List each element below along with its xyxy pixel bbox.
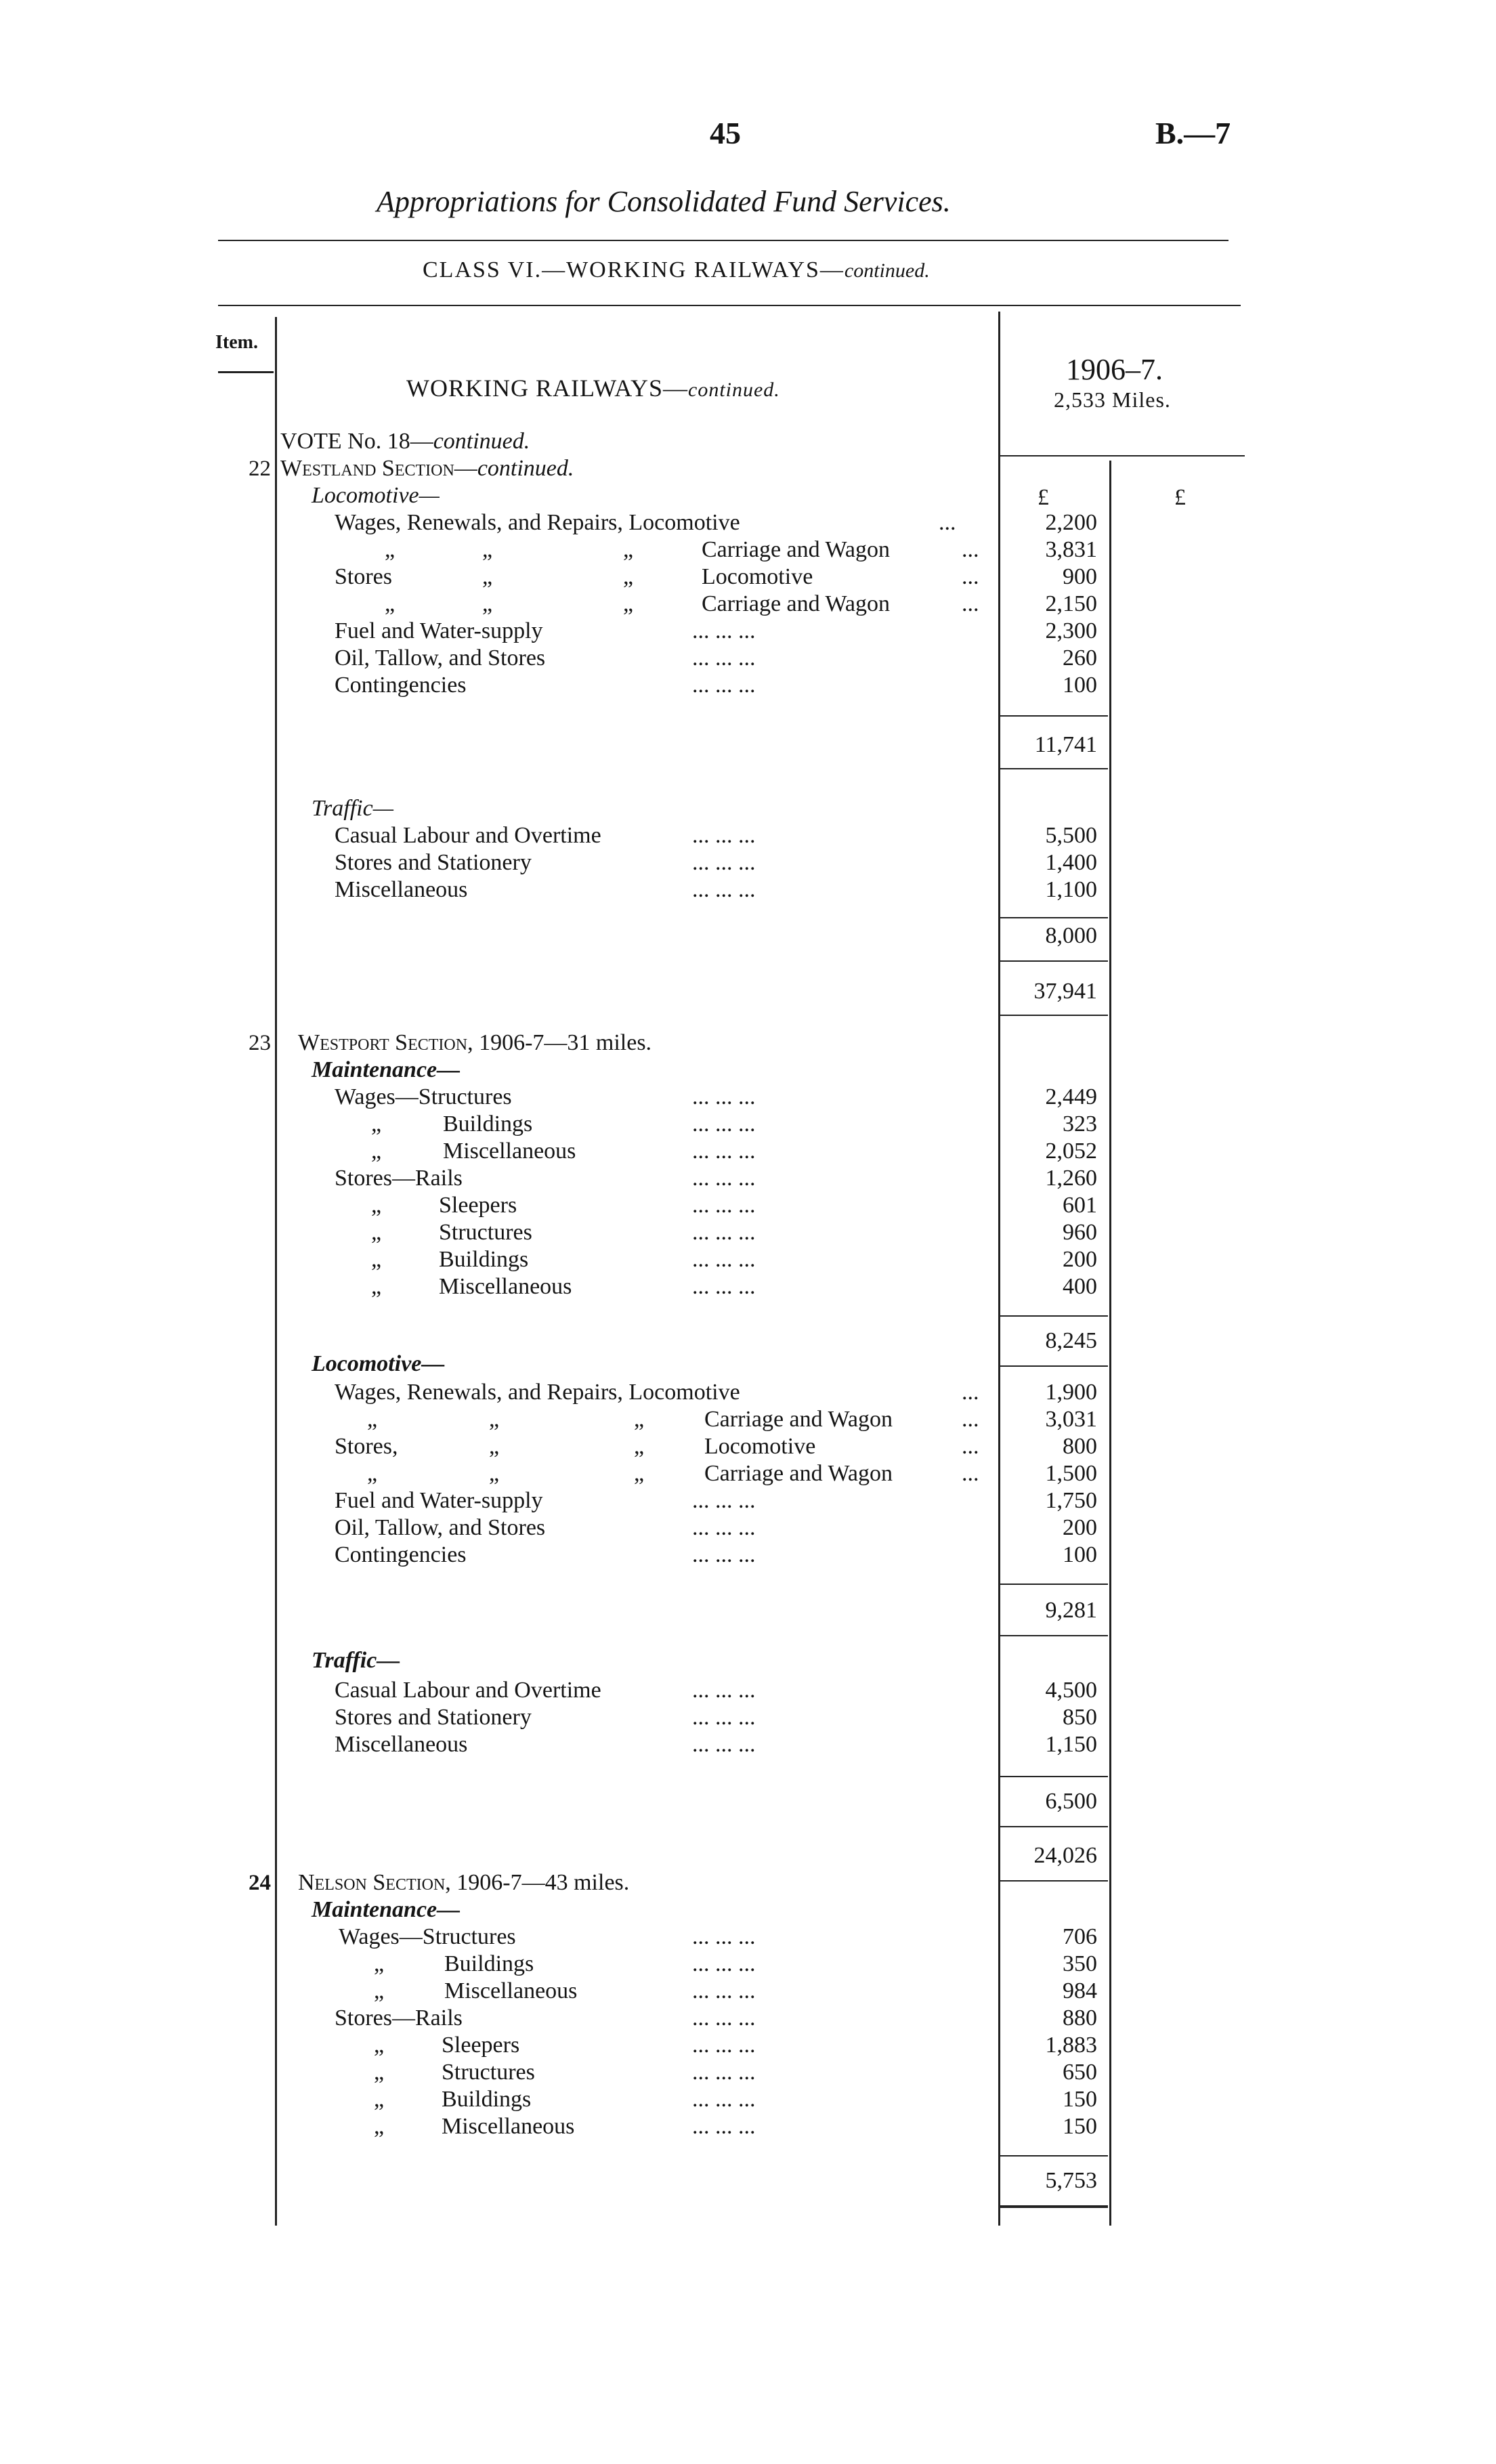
table-row: „ Miscellaneous ... ... ... 2,052 [371, 1139, 1097, 1164]
table-row: Oil, Tallow, and Stores ... ... ... 260 [335, 645, 1097, 671]
currency-symbol-2: £ [1174, 485, 1186, 510]
table-row: „ Miscellaneous ... ... ... 150 [374, 2114, 1097, 2139]
class-rule [218, 305, 1241, 306]
subtotal-rule [1000, 768, 1108, 769]
section-total-row: 37,941 [1033, 979, 1097, 1004]
subtotal-rule [1000, 1635, 1108, 1636]
table-row: Oil, Tallow, and Stores ... ... ... 200 [335, 1515, 1097, 1540]
table-row: „ Buildings ... ... ... 150 [374, 2087, 1097, 2112]
table-row: Contingencies ... ... ... 100 [335, 673, 1097, 698]
table-row: „ „ „ Carriage and Wagon ... 1,500 [367, 1461, 1097, 1486]
year-header: 1906–7. [1066, 353, 1163, 386]
table-row: „ „ „ Carriage and Wagon ... 3,831 [385, 537, 1097, 562]
table-row: Miscellaneous ... ... ... 1,100 [335, 877, 1097, 902]
subtotal-row: 6,500 [1045, 1789, 1097, 1814]
subtotal-row: 11,741 [1034, 732, 1097, 757]
miles-header: 2,533 Miles. [1054, 387, 1171, 412]
class-heading: CLASS VI.—WORKING RAILWAYS—continued. [423, 257, 930, 282]
table-row: Stores—Rails ... ... ... 1,260 [335, 1166, 1097, 1191]
subtotal-row: 5,753 [1045, 2168, 1097, 2193]
page-title: Appropriations for Consolidated Fund Services. [377, 185, 951, 218]
table-row: Wages, Renewals, and Repairs, Locomotive ... 1,900 [335, 1380, 1097, 1405]
table-row: Stores „ „ Locomotive ... 900 [335, 564, 1097, 589]
table-row: „ Buildings ... ... ... 350 [374, 1951, 1097, 1976]
nelson-maintenance-heading: Maintenance— [312, 1897, 461, 1922]
table-row: Stores, „ „ Locomotive ... 800 [335, 1434, 1097, 1459]
table-row: Wages—Structures ... ... ... 2,449 [335, 1084, 1097, 1109]
title-rule [218, 240, 1228, 241]
westland-traffic-heading: Traffic— [312, 796, 393, 821]
table-row: Wages, Renewals, and Repairs, Locomotive ... 2,200 [335, 510, 1097, 535]
page-reference: B.—7 [1155, 116, 1231, 150]
subtotal-rule [1000, 1315, 1108, 1317]
currency-symbol-1: £ [1038, 485, 1049, 510]
nelson-section-heading: 24 Nelson Section, 1906-7—43 miles. [249, 1870, 630, 1895]
subtotal-row: 8,245 [1045, 1328, 1097, 1353]
westland-loco-heading: Locomotive— [312, 483, 440, 508]
subtotal-rule [1000, 1826, 1108, 1827]
item-header-rule [218, 371, 274, 373]
table-row: „ „ „ Carriage and Wagon ... 3,031 [367, 1407, 1097, 1432]
westport-traffic-heading: Traffic— [312, 1648, 400, 1673]
table-row: „ Sleepers ... ... ... 1,883 [374, 2033, 1097, 2058]
westland-section-heading: 22 Westland Section—continued. [249, 456, 574, 481]
table-row: „ Sleepers ... ... ... 601 [371, 1193, 1097, 1218]
table-row: Wages—Structures ... ... ... 706 [339, 1924, 1097, 1949]
table-heading: WORKING RAILWAYS—continued. [406, 375, 780, 402]
subtotal-rule [1000, 2155, 1108, 2157]
table-row: Casual Labour and Overtime ... ... ... 4,500 [335, 1678, 1097, 1703]
subtotal-rule [1000, 960, 1108, 962]
table-row: „ „ „ Carriage and Wagon ... 2,150 [385, 591, 1097, 616]
table-row: „ Buildings ... ... ... 200 [371, 1247, 1097, 1272]
section-total-row: 24,026 [1033, 1843, 1097, 1868]
subtotal-row: 8,000 [1045, 923, 1097, 948]
westport-section-heading: 23 Westport Section, 1906-7—31 miles. [249, 1030, 652, 1055]
subtotal-rule [1000, 1776, 1108, 1777]
table-row: Stores and Stationery ... ... ... 1,400 [335, 850, 1097, 875]
table-row: „ Miscellaneous ... ... ... 400 [371, 1274, 1097, 1299]
table-row: Stores—Rails ... ... ... 880 [335, 2005, 1097, 2031]
subtotal-rule [1000, 1584, 1108, 1585]
table-row: Fuel and Water-supply ... ... ... 2,300 [335, 618, 1097, 643]
table-row: „ Buildings ... ... ... 323 [371, 1111, 1097, 1137]
section-total-rule [1000, 1015, 1108, 1016]
table-row: Miscellaneous ... ... ... 1,150 [335, 1732, 1097, 1757]
subtotal-rule [1000, 917, 1108, 918]
table-row: Fuel and Water-supply ... ... ... 1,750 [335, 1488, 1097, 1513]
item-column-header: Item. [215, 332, 258, 353]
subtotal-rule [1000, 715, 1108, 717]
table-row: „ Miscellaneous ... ... ... 984 [374, 1978, 1097, 2003]
subtotal-rule [1000, 2205, 1108, 2208]
page-number: 45 [710, 116, 741, 150]
westport-maintenance-heading: Maintenance— [312, 1057, 461, 1082]
table-row: „ Structures ... ... ... 960 [371, 1220, 1097, 1245]
table-row: Contingencies ... ... ... 100 [335, 1542, 1097, 1567]
table-row: Casual Labour and Overtime ... ... ... 5,500 [335, 823, 1097, 848]
vote-heading: VOTE No. 18—continued. [280, 429, 530, 454]
westport-loco-heading: Locomotive— [312, 1351, 445, 1376]
table-row: „ Structures ... ... ... 650 [374, 2060, 1097, 2085]
table-row: Stores and Stationery ... ... ... 850 [335, 1705, 1097, 1730]
subtotal-row: 9,281 [1045, 1598, 1097, 1623]
